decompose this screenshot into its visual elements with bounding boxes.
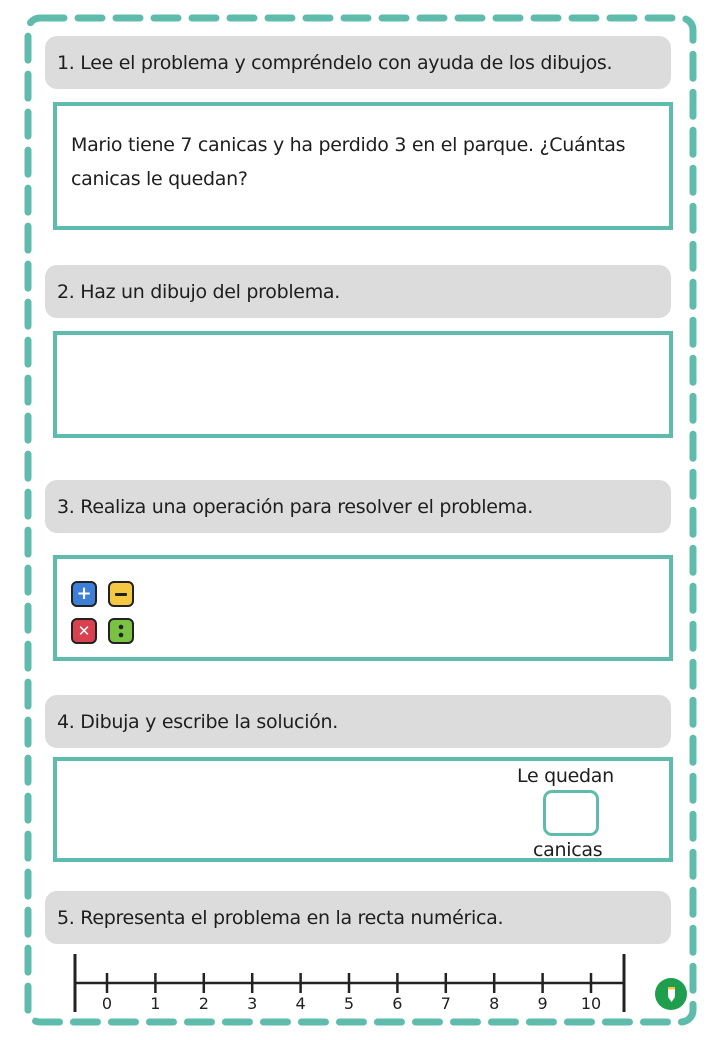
section-2-title: 2. Haz un dibujo del problema.	[57, 280, 340, 303]
multiply-icon: ✕	[71, 618, 97, 644]
number-line-label-5: 5	[343, 994, 355, 1013]
problem-line-1: Mario tiene 7 canicas y ha perdido 3 en el parque. ¿Cuántas	[71, 134, 626, 156]
number-line-label-1: 1	[150, 994, 161, 1013]
number-line-label-8: 8	[489, 994, 500, 1013]
section-5-title: 5. Representa el problema en la recta numérica.	[57, 906, 504, 929]
number-line-label-0: 0	[101, 994, 113, 1013]
plus-icon: +	[71, 581, 97, 607]
number-line-label-2: 2	[198, 994, 209, 1013]
solution-bottom-label: canicas	[533, 839, 603, 861]
number-line-label-9: 9	[537, 994, 548, 1013]
number-line-label-7: 7	[440, 994, 451, 1013]
number-line-label-4: 4	[295, 994, 306, 1013]
logo-icon	[655, 978, 687, 1010]
solution-top-label: Le quedan	[517, 765, 614, 787]
number-line-label-10: 10	[580, 994, 602, 1013]
number-line-label-6: 6	[392, 994, 403, 1013]
section-3-title: 3. Realiza una operación para resolver el problema.	[57, 495, 533, 518]
section-4-title: 4. Dibuja y escribe la solución.	[57, 710, 338, 733]
number-line-label-3: 3	[247, 994, 258, 1013]
problem-line-2: canicas le quedan?	[71, 168, 248, 190]
section-1-title: 1. Lee el problema y compréndelo con ayuda de los dibujos.	[57, 51, 613, 74]
